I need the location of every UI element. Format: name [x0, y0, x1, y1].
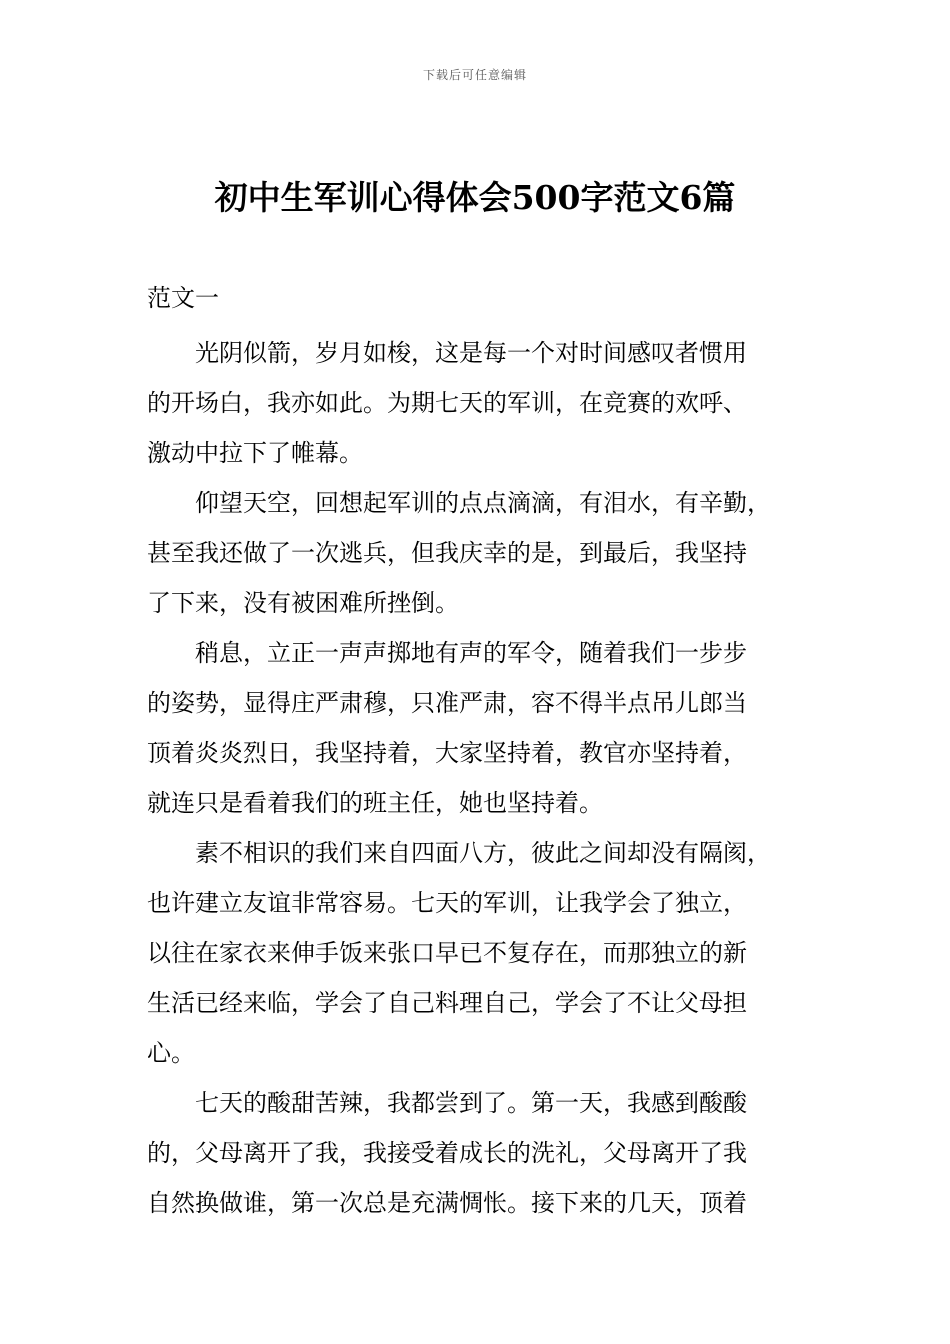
paragraph-line: 生活已经来临，学会了自己料理自己，学会了不让父母担 [147, 989, 747, 1017]
paragraph-line: 的开场白，我亦如此。为期七天的军训，在竞赛的欢呼、 [147, 389, 747, 417]
paragraph-line: 心。 [147, 1039, 195, 1067]
paragraph-2 [147, 478, 827, 628]
paragraph-3 [147, 628, 827, 828]
paragraph-line: 光阴似箭，岁月如梭，这是每一个对时间感叹者惯用 [195, 339, 747, 367]
page-header-note: 下载后可任意编辑 [422, 68, 527, 82]
paragraph-line: 以往在家衣来伸手饭来张口早已不复存在，而那独立的新 [147, 939, 747, 967]
paragraph-line: 激动中拉下了帷幕。 [147, 439, 363, 467]
paragraph-1 [147, 328, 827, 478]
paragraph-line: 甚至我还做了一次逃兵，但我庆幸的是，到最后，我坚持 [147, 539, 747, 567]
paragraph-line: 就连只是看着我们的班主任，她也坚持着。 [147, 789, 603, 817]
paragraph-line: 的，父母离开了我，我接受着成长的洗礼，父母离开了我 [147, 1139, 747, 1167]
paragraph-line: 的姿势，显得庄严肃穆，只准严肃，容不得半点吊儿郎当 [147, 689, 747, 717]
document-body [147, 278, 827, 1228]
paragraph-line: 自然换做谁，第一次总是充满惆怅。接下来的几天，顶着 [147, 1189, 747, 1217]
paragraph-line: 仰望天空，回想起军训的点点滴滴，有泪水，有辛勤， [195, 489, 771, 517]
section-label: 范文一 [147, 284, 219, 312]
document-title: 初中生军训心得体会500字范文6篇 [214, 178, 736, 217]
paragraph-5 [147, 1078, 827, 1228]
paragraph-line: 七天的酸甜苦辣，我都尝到了。第一天，我感到酸酸 [195, 1089, 747, 1117]
paragraph-line: 顶着炎炎烈日，我坚持着，大家坚持着，教官亦坚持着， [147, 739, 747, 767]
paragraph-line: 稍息，立正一声声掷地有声的军令，随着我们一步步 [195, 639, 747, 667]
paragraph-line: 素不相识的我们来自四面八方，彼此之间却没有隔阂， [195, 839, 771, 867]
paragraph-line: 了下来，没有被困难所挫倒。 [147, 589, 459, 617]
paragraph-line: 也许建立友谊非常容易。七天的军训，让我学会了独立， [147, 889, 747, 917]
paragraph-4 [147, 828, 827, 1078]
